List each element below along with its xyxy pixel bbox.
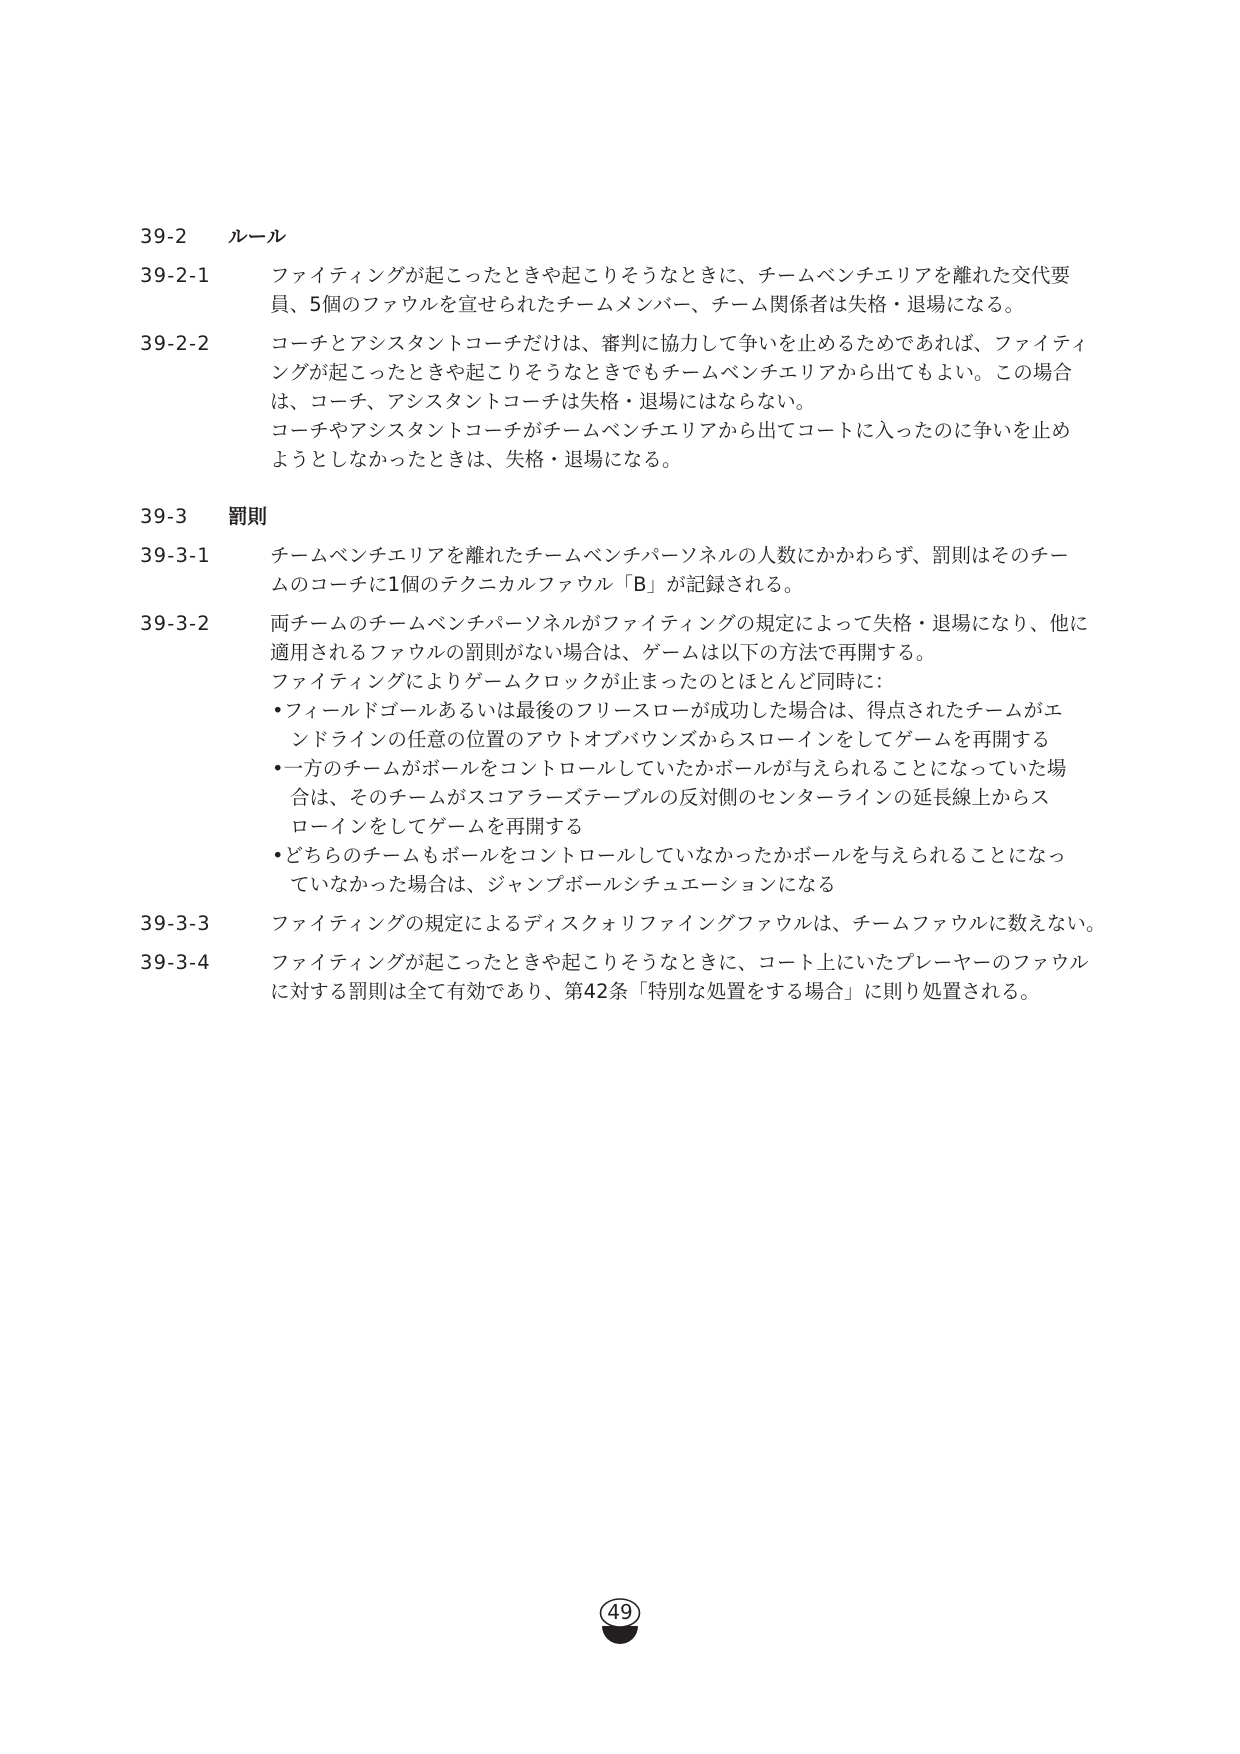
clause-line: ファイティングが起こったときや起こりそうなときに、コート上にいたプレーヤーのファウル [270,951,1089,974]
clause-line: ファイティングが起こったときや起こりそうなときに、チームベンチエリアを離れた交代要 [270,264,1071,287]
bullet-continuation: ローインをしてゲームを再開する [290,815,585,838]
bullet-line: •どちらのチームもボールをコントロールしていなかったかボールを与えられることになっ [272,844,1067,867]
clause-line: ングが起こったときや起こりそうなときでもチームベンチエリアから出てもよい。この場合 [270,361,1073,384]
clause-line: コーチとアシスタントコーチだけは、審判に協力して争いを止めるためであれば、ファイティ [270,332,1090,355]
section-gap [140,484,1120,502]
clause-number: 39-2-2 [140,332,211,355]
clause-number: 39-2-1 [140,264,211,287]
clause-line: ムのコーチに1個のテクニカルファウル「B」が記録される。 [270,573,804,596]
clause [140,541,1120,599]
page-number-badge [599,1596,641,1656]
clause-line: は、コーチ、アシスタントコーチは失格・退場にはならない。 [270,390,816,413]
clause-line: に対する罰則は全て有効であり、第42条「特別な処置をする場合」に則り処置される。 [270,980,1040,1003]
clause-number: 39-3-2 [140,612,211,635]
clause-line: 両チームのチームベンチパーソネルがファイティングの規定によって失格・退場になり、他に [270,612,1089,635]
clause-line: ようとしなかったときは、失格・退場になる。 [270,448,682,471]
section-number: 39-2 [140,225,189,248]
clause-number: 39-3-3 [140,912,211,935]
page-number: 49 [607,1600,633,1624]
bullet-continuation: ていなかった場合は、ジャンプボールシチュエーションになる [290,873,837,896]
clause [140,261,1120,319]
bullet-continuation: 合は、そのチームがスコアラーズテーブルの反対側のセンターラインの延長線上からス [290,786,1050,809]
clause [140,609,1120,899]
bullet-line: •フィールドゴールあるいは最後のフリースローが成功した場合は、得点されたチームがエ [272,699,1063,722]
clause-body [270,329,1100,474]
page-content [140,222,1120,1016]
section-number: 39-3 [140,505,189,528]
clause-body [270,541,1100,599]
clause-line: チームベンチエリアを離れたチームベンチパーソネルの人数にかかわらず、罰則はそのチー [270,544,1069,567]
clause-line: 適用されるファウルの罰則がない場合は、ゲームは以下の方法で再開する。 [270,641,936,664]
bullet-continuation: ンドラインの任意の位置のアウトオブバウンズからスローインをしてゲームを再開する [290,728,1051,751]
clause-body [270,948,1100,1006]
clause-body [270,261,1100,319]
clause-line: コーチやアシスタントコーチがチームベンチエリアから出てコートに入ったのに争いを止め [270,419,1071,442]
section-title: 罰則 [228,505,268,528]
section-title: ルール [228,225,287,248]
clause [140,948,1120,1006]
section-heading [140,502,1120,531]
clause [140,909,1120,938]
clause-body [270,909,1106,938]
clause-line: ファイティングの規定によるディスクォリファイングファウルは、チームファウルに数えない。 [270,912,1106,935]
clause-number: 39-3-1 [140,544,211,567]
clause-body [270,609,1100,899]
clause-line: ファイティングによりゲームクロックが止まったのとほとんど同時に： [270,670,895,693]
clause-number: 39-3-4 [140,951,211,974]
clause [140,329,1120,474]
section-heading [140,222,1120,251]
bullet-line: •一方のチームがボールをコントロールしていたかボールが与えられることになっていた場 [272,757,1067,780]
clause-line: 員、5個のファウルを宣せられたチームメンバー、チーム関係者は失格・退場になる。 [270,293,1025,316]
